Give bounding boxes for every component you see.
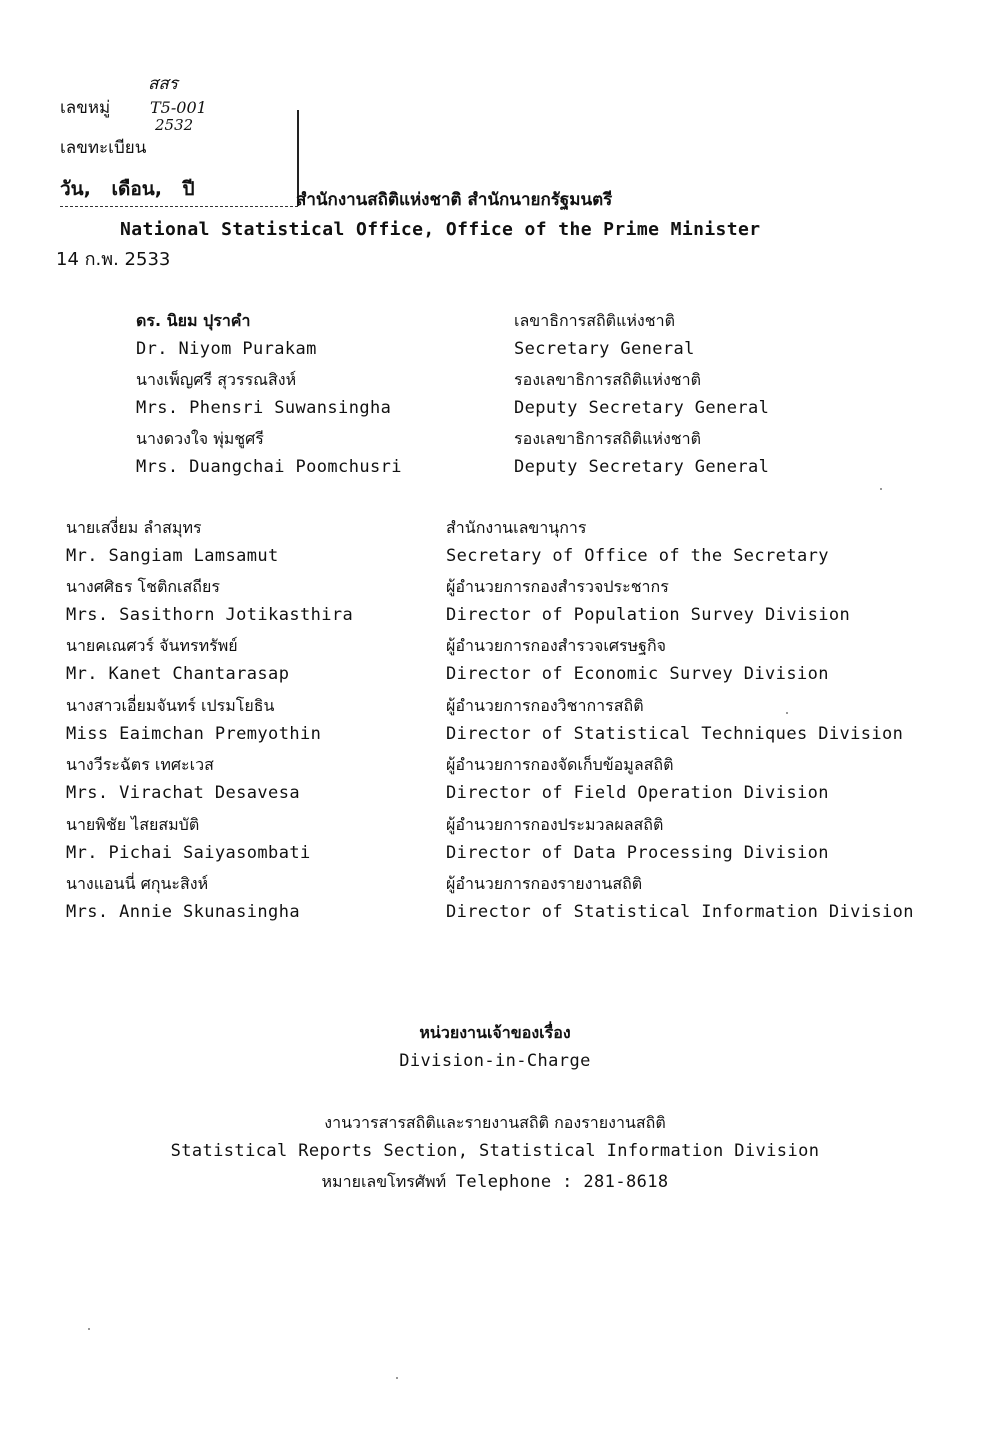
scan-speck [88, 1328, 90, 1330]
header-thai-title: สำนักงานสถิติแห่งชาติ สำนักนายกรัฐมนตรี [296, 190, 613, 210]
exec-title-th: เลขาธิการสถิติแห่งชาติ [514, 311, 675, 330]
director-name-en: Mr. Pichai Saiyasombati [66, 843, 311, 863]
exec-title-th: รองเลขาธิการสถิติแห่งชาติ [514, 429, 701, 448]
director-title-th: ผู้อำนวยการกองรายงานสถิติ [446, 874, 643, 893]
division-heading-en: Division-in-Charge [399, 1051, 591, 1071]
scan-speck [786, 712, 788, 714]
director-title-en: Director of Data Processing Division [446, 843, 829, 863]
exec-title-en: Deputy Secretary General [514, 457, 770, 477]
director-name-th: นายคเณศวร์ จันทรทรัพย์ [66, 636, 238, 655]
director-title-en: Secretary of Office of the Secretary [446, 546, 829, 566]
director-title-en: Director of Population Survey Division [446, 605, 851, 625]
director-title-th: สำนักงานเลขานุการ [446, 518, 587, 537]
director-title-en: Director of Field Operation Division [446, 783, 829, 803]
handwritten-year: 2532 [155, 116, 194, 134]
stamp-register-label: เลขทะเบียน [60, 138, 147, 158]
date-stamp: 14 ก.พ. 2533 [56, 249, 171, 270]
stamp-date-label: วัน, เดือน, ปี [60, 178, 195, 200]
director-name-th: นางวีระฉัตร เทศะเวส [66, 755, 214, 774]
director-title-th: ผู้อำนวยการกองจัดเก็บข้อมูลสถิติ [446, 755, 674, 774]
section-name-en: Statistical Reports Section, Statistical Information Division [170, 1141, 820, 1161]
exec-name-en: Dr. Niyom Purakam [136, 339, 317, 359]
director-name-en: Mr. Kanet Chantarasap [66, 664, 290, 684]
director-name-en: Mrs. Sasithorn Jotikasthira [66, 605, 354, 625]
director-title-th: ผู้อำนวยการกองสำรวจเศรษฐกิจ [446, 636, 666, 655]
header-english-title: National Statistical Office, Office of the Prime Minister [120, 219, 761, 240]
exec-title-en: Deputy Secretary General [514, 398, 770, 418]
director-name-en: Mrs. Annie Skunasingha [66, 902, 300, 922]
exec-title-th: รองเลขาธิการสถิติแห่งชาติ [514, 370, 701, 389]
director-title-en: Director of Economic Survey Division [446, 664, 829, 684]
handwritten-code: T5-001 [150, 98, 207, 117]
stamp-divider-horizontal [60, 206, 298, 207]
director-name-en: Mr. Sangiam Lamsamut [66, 546, 279, 566]
exec-title-en: Secretary General [514, 339, 695, 359]
exec-name-th: นางเพ็ญศรี สุวรรณสิงห์ [136, 370, 297, 389]
phone-line [0, 1170, 990, 1195]
section-name-th: งานวารสารสถิติและรายงานสถิติ กองรายงานสถิติ [324, 1113, 666, 1132]
director-name-en: Miss Eaimchan Premyothin [66, 724, 322, 744]
director-name-th: นายพิชัย ไสยสมบัติ [66, 815, 200, 834]
division-heading-th: หน่วยงานเจ้าของเรื่อง [419, 1023, 571, 1042]
phone-label-th: หมายเลขโทรศัพท์ [321, 1172, 447, 1191]
exec-name-th: ดร. นิยม ปุราคำ [136, 311, 251, 330]
director-title-en: Director of Statistical Techniques Division [446, 724, 904, 744]
director-title-th: ผู้อำนวยการกองวิชาการสถิติ [446, 696, 644, 715]
director-name-th: นางสาวเอี่ยมจันทร์ เปรมโยธิน [66, 696, 275, 715]
scan-speck [880, 488, 882, 490]
director-title-th: ผู้อำนวยการกองสำรวจประชากร [446, 577, 669, 596]
director-name-th: นางแอนนี่ ศกุนะสิงห์ [66, 874, 209, 893]
exec-name-en: Mrs. Phensri Suwansingha [136, 398, 392, 418]
handwritten-mark: สสร [148, 74, 178, 94]
stamp-group-label: เลขหมู่ [60, 98, 111, 118]
director-title-en: Director of Statistical Information Division [446, 902, 914, 922]
exec-name-th: นางดวงใจ พุ่มชูศรี [136, 429, 264, 448]
scan-speck [396, 1377, 398, 1379]
director-title-th: ผู้อำนวยการกองประมวลผลสถิติ [446, 815, 664, 834]
director-name-en: Mrs. Virachat Desavesa [66, 783, 300, 803]
exec-name-en: Mrs. Duangchai Poomchusri [136, 457, 402, 477]
phone-number-en: Telephone : 281-8618 [455, 1172, 669, 1192]
director-name-th: นางศศิธร โชติกเสถียร [66, 577, 220, 596]
director-name-th: นายเสงี่ยม ลำสมุทร [66, 518, 202, 537]
